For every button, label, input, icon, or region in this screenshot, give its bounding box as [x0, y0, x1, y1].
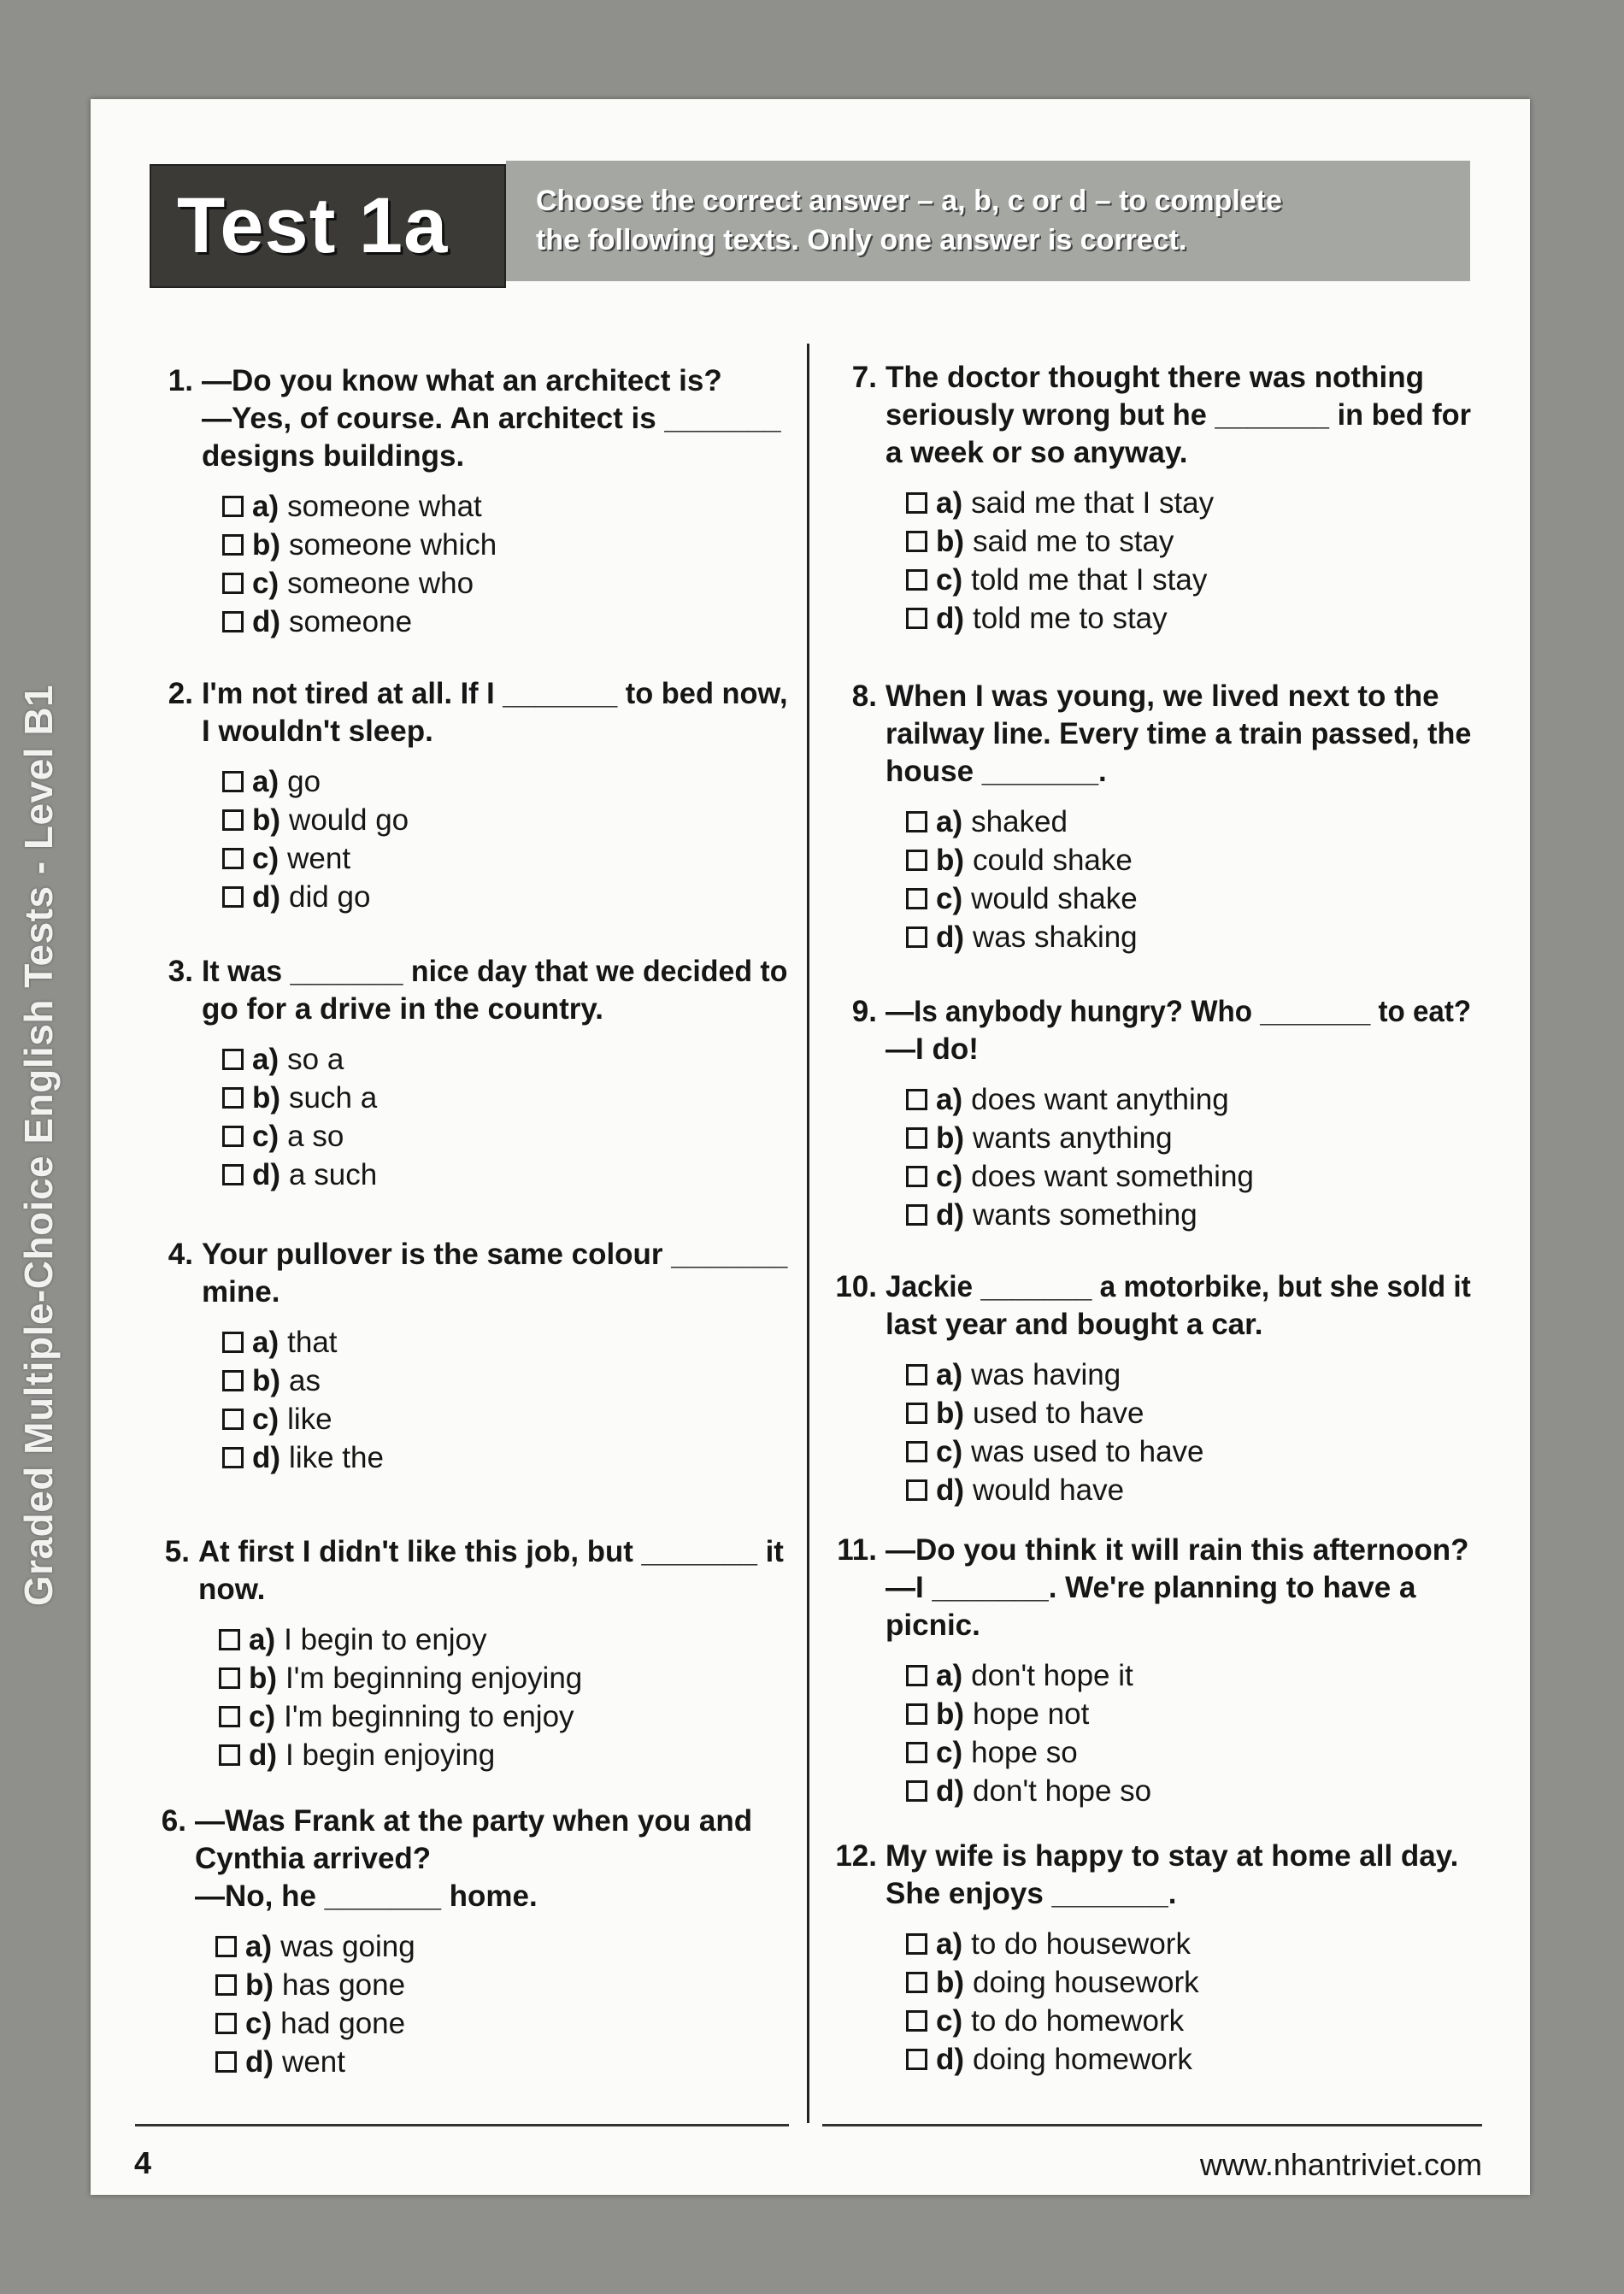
answer-option[interactable]	[906, 1471, 1124, 1509]
answer-option[interactable]	[906, 1356, 1121, 1394]
answer-option[interactable]	[222, 487, 482, 526]
option-text: went	[287, 842, 351, 875]
option-letter: c)	[252, 567, 279, 600]
checkbox-icon[interactable]	[222, 496, 244, 517]
answer-option[interactable]	[222, 1400, 332, 1438]
answer-options	[222, 762, 797, 916]
answer-option[interactable]	[222, 1079, 377, 1117]
option-letter: c)	[252, 1403, 279, 1436]
answer-option[interactable]	[906, 1963, 1199, 2002]
checkbox-icon[interactable]	[906, 1364, 927, 1385]
checkbox-icon[interactable]	[222, 809, 244, 831]
answer-option[interactable]	[215, 2043, 345, 2081]
checkbox-icon[interactable]	[906, 1972, 927, 1993]
option-text: that	[287, 1326, 338, 1359]
question-text: Your pullover is the same colour _______	[202, 1238, 788, 1271]
option-letter: b)	[936, 844, 965, 877]
question-text: —Is anybody hungry? Who _______ to eat?	[886, 995, 1472, 1028]
checkbox-icon[interactable]	[906, 1742, 927, 1763]
answer-option[interactable]	[222, 1438, 384, 1477]
checkbox-icon[interactable]	[906, 2049, 927, 2070]
option-text: doing housework	[973, 1966, 1199, 1999]
question-text: I'm not tired at all. If I _______ to bed now,	[202, 677, 788, 710]
option-letter: c)	[936, 2004, 963, 2038]
answer-option[interactable]	[222, 762, 321, 801]
question-number: 3.	[168, 955, 193, 988]
option-text: hope so	[971, 1736, 1078, 1769]
option-letter: b)	[936, 1966, 965, 1999]
spine-title	[9, 581, 68, 1709]
option-text: someone	[289, 605, 413, 638]
answer-option[interactable]	[222, 1040, 344, 1079]
option-text: wants something	[973, 1198, 1197, 1232]
checkbox-icon[interactable]	[906, 2010, 927, 2032]
checkbox-icon[interactable]	[906, 1703, 927, 1725]
option-text: go	[287, 765, 321, 798]
question-text: I wouldn't sleep.	[202, 715, 433, 748]
option-text: went	[282, 2045, 345, 2079]
checkbox-icon[interactable]	[219, 1668, 240, 1689]
answer-option[interactable]	[222, 839, 350, 878]
checkbox-icon[interactable]	[222, 1447, 244, 1468]
checkbox-icon[interactable]	[222, 1370, 244, 1391]
question-text: My wife is happy to stay at home all day.	[886, 1839, 1459, 1873]
option-text: could shake	[973, 844, 1133, 877]
answer-option[interactable]	[906, 1656, 1133, 1695]
question-7	[851, 359, 1482, 638]
question-number: 8.	[851, 679, 877, 713]
option-letter: c)	[936, 1160, 963, 1193]
option-letter: a)	[936, 1659, 963, 1692]
option-letter: b)	[245, 1968, 274, 2002]
checkbox-icon[interactable]	[906, 1204, 927, 1226]
checkbox-icon[interactable]	[222, 611, 244, 632]
option-letter: a)	[936, 805, 963, 838]
question-text: seriously wrong but he _______ in bed for	[886, 398, 1471, 432]
answer-option[interactable]	[906, 522, 1174, 561]
option-letter: c)	[936, 882, 963, 915]
question-text: designs buildings.	[202, 439, 465, 473]
option-text: shaked	[971, 805, 1068, 838]
option-text: such a	[289, 1081, 378, 1115]
question-text: —I _______. We're planning to have a	[886, 1571, 1416, 1604]
checkbox-icon[interactable]	[906, 926, 927, 948]
option-text: to do homework	[971, 2004, 1185, 2038]
answer-options	[906, 1925, 1458, 2079]
question-11	[837, 1532, 1469, 1810]
answer-option[interactable]	[222, 603, 412, 641]
checkbox-icon[interactable]	[222, 1087, 244, 1109]
checkbox-icon[interactable]	[906, 1665, 927, 1686]
answer-options	[219, 1621, 787, 1774]
question-text: —I do!	[886, 1032, 979, 1066]
checkbox-icon[interactable]	[222, 573, 244, 594]
option-text: so a	[287, 1043, 344, 1076]
answer-option[interactable]	[215, 1927, 415, 1966]
question-9	[851, 993, 1503, 1234]
option-letter: b)	[249, 1662, 278, 1695]
question-number: 4.	[168, 1238, 193, 1271]
option-letter: d)	[936, 1774, 965, 1808]
checkbox-icon[interactable]	[906, 608, 927, 629]
answer-option[interactable]	[906, 2040, 1192, 2079]
question-number: 2.	[168, 677, 193, 710]
option-text: a so	[287, 1120, 344, 1153]
option-letter: d)	[936, 921, 965, 954]
answer-options	[215, 1927, 752, 2081]
question-text: Cynthia arrived?	[195, 1842, 432, 1875]
answer-options	[906, 803, 1486, 956]
column-divider	[807, 344, 809, 2123]
question-6	[161, 1803, 753, 2081]
option-text: someone who	[287, 567, 474, 600]
answer-option[interactable]	[222, 1156, 377, 1194]
option-text: like the	[289, 1441, 384, 1474]
option-text: was shaking	[973, 921, 1138, 954]
answer-options	[906, 1356, 1499, 1509]
question-text: —Was Frank at the party when you and	[195, 1804, 753, 1838]
footer-url: www.nhantriviet.com	[1199, 2147, 1482, 2182]
checkbox-icon[interactable]	[906, 1403, 927, 1424]
checkbox-icon[interactable]	[906, 1166, 927, 1187]
checkbox-icon[interactable]	[215, 1974, 237, 1996]
option-letter: d)	[252, 880, 281, 914]
answer-option[interactable]	[906, 1394, 1144, 1432]
option-text: don't hope so	[973, 1774, 1152, 1808]
answer-option[interactable]	[906, 841, 1133, 879]
answer-option[interactable]	[222, 1362, 321, 1400]
option-letter: a)	[936, 1358, 963, 1391]
answer-option[interactable]	[906, 1119, 1173, 1157]
checkbox-icon[interactable]	[222, 1332, 244, 1353]
option-text: said me to stay	[973, 525, 1174, 558]
question-text: At first I didn't like this job, but _______ it	[198, 1535, 784, 1568]
answer-option[interactable]	[906, 1733, 1078, 1772]
option-letter: d)	[249, 1738, 278, 1772]
answer-option[interactable]	[906, 2002, 1184, 2040]
answer-option[interactable]	[222, 1117, 344, 1156]
option-letter: b)	[936, 525, 965, 558]
question-number: 1.	[168, 364, 193, 397]
option-text: would shake	[971, 882, 1138, 915]
question-number: 11.	[837, 1533, 877, 1567]
question-number: 10.	[835, 1270, 877, 1303]
checkbox-icon[interactable]	[906, 569, 927, 591]
option-text: I'm beginning enjoying	[285, 1662, 583, 1695]
checkbox-icon[interactable]	[219, 1744, 240, 1766]
option-letter: b)	[252, 1081, 281, 1115]
option-letter: d)	[245, 2045, 274, 2079]
answer-option[interactable]	[906, 803, 1068, 841]
option-letter: c)	[252, 842, 279, 875]
question-number: 5.	[164, 1535, 190, 1568]
option-letter: a)	[936, 1927, 963, 1961]
answer-option[interactable]	[222, 526, 497, 564]
question-text: Jackie _______ a motorbike, but she sold it	[886, 1270, 1471, 1303]
option-letter: d)	[252, 605, 281, 638]
option-text: said me that I stay	[971, 486, 1215, 520]
checkbox-icon[interactable]	[222, 771, 244, 792]
option-text: would go	[289, 803, 409, 837]
answer-option[interactable]	[222, 564, 474, 603]
checkbox-icon[interactable]	[222, 534, 244, 556]
option-text: like	[287, 1403, 332, 1436]
option-text: don't hope it	[971, 1659, 1133, 1692]
checkbox-icon[interactable]	[906, 1479, 927, 1501]
option-letter: c)	[252, 1120, 279, 1153]
option-text: does want something	[971, 1160, 1254, 1193]
option-letter: d)	[936, 2043, 965, 2076]
option-letter: c)	[936, 1435, 963, 1468]
instructions-box	[506, 161, 1470, 281]
option-text: as	[289, 1364, 321, 1397]
answer-options	[906, 1656, 1469, 1810]
checkbox-icon[interactable]	[222, 886, 244, 908]
answer-option[interactable]	[219, 1697, 574, 1736]
question-number: 6.	[161, 1804, 186, 1838]
option-letter: b)	[252, 528, 281, 562]
checkbox-icon[interactable]	[222, 1126, 244, 1147]
answer-option[interactable]	[906, 599, 1168, 638]
question-12	[835, 1838, 1459, 2079]
question-number: 12.	[835, 1839, 877, 1873]
option-letter: c)	[936, 1736, 963, 1769]
question-text: She enjoys _______.	[886, 1877, 1177, 1910]
option-letter: d)	[936, 602, 965, 635]
option-text: someone what	[287, 490, 482, 523]
option-letter: b)	[936, 1397, 965, 1430]
checkbox-icon[interactable]	[906, 850, 927, 871]
question-1	[168, 362, 781, 641]
answer-option[interactable]	[215, 1966, 405, 2004]
answer-option[interactable]	[222, 878, 370, 916]
question-5	[164, 1533, 787, 1774]
answer-option[interactable]	[222, 1323, 338, 1362]
test-title-box	[150, 164, 506, 288]
checkbox-icon[interactable]	[222, 1409, 244, 1430]
answer-option[interactable]	[219, 1736, 495, 1774]
option-text: told me that I stay	[971, 563, 1208, 597]
option-letter: a)	[252, 1043, 279, 1076]
question-number: 9.	[851, 995, 877, 1028]
answer-option[interactable]	[906, 1695, 1089, 1733]
option-text: I'm beginning to enjoy	[284, 1700, 574, 1733]
answer-options	[906, 1080, 1503, 1234]
checkbox-icon[interactable]	[222, 1049, 244, 1070]
question-text: house _______.	[886, 755, 1107, 788]
answer-option[interactable]	[219, 1621, 487, 1659]
question-text: last year and bought a car.	[886, 1308, 1263, 1341]
option-text: hope not	[973, 1697, 1090, 1731]
page-number: 4	[134, 2145, 152, 2180]
answer-option[interactable]	[906, 561, 1207, 599]
option-letter: d)	[936, 1473, 965, 1507]
option-letter: d)	[936, 1198, 965, 1232]
option-letter: a)	[252, 1326, 279, 1359]
option-text: I begin enjoying	[285, 1738, 496, 1772]
question-3	[168, 953, 807, 1194]
option-letter: c)	[249, 1700, 276, 1733]
question-4	[168, 1236, 788, 1477]
spine-title-text: Graded Multiple-Choice English Tests - Level B1	[16, 684, 61, 1607]
test-title: Test 1a	[177, 182, 449, 269]
option-letter: a)	[936, 1083, 963, 1116]
answer-option[interactable]	[906, 1157, 1254, 1196]
answer-options	[906, 484, 1482, 638]
question-text: picnic.	[886, 1609, 980, 1642]
option-text: someone which	[289, 528, 497, 562]
option-text: was having	[971, 1358, 1121, 1391]
answer-option[interactable]	[906, 484, 1214, 522]
option-text: used to have	[973, 1397, 1144, 1430]
instructions-line: Choose the correct answer – a, b, c or d – to complete	[536, 185, 1282, 217]
option-letter: b)	[936, 1121, 965, 1155]
question-text: now.	[198, 1573, 266, 1606]
checkbox-icon[interactable]	[215, 1936, 237, 1957]
checkbox-icon[interactable]	[906, 1127, 927, 1149]
option-text: told me to stay	[973, 602, 1168, 635]
question-text: —Yes, of course. An architect is _______	[202, 402, 781, 435]
checkbox-icon[interactable]	[219, 1629, 240, 1650]
option-letter: d)	[252, 1158, 281, 1191]
instructions-line: the following texts. Only one answer is correct.	[536, 224, 1187, 256]
option-letter: a)	[249, 1623, 276, 1656]
answer-option[interactable]	[219, 1659, 582, 1697]
question-text: —No, he _______ home.	[195, 1879, 538, 1913]
question-8	[851, 678, 1486, 956]
answer-option[interactable]	[906, 1925, 1191, 1963]
answer-option[interactable]	[906, 1772, 1151, 1810]
option-text: doing homework	[973, 2043, 1192, 2076]
question-text: go for a drive in the country.	[202, 992, 603, 1026]
checkbox-icon[interactable]	[906, 1441, 927, 1462]
option-text: to do housework	[971, 1927, 1191, 1961]
checkbox-icon[interactable]	[215, 2013, 237, 2034]
option-letter: a)	[245, 1930, 273, 1963]
question-number: 7.	[851, 361, 877, 394]
option-text: does want anything	[971, 1083, 1229, 1116]
answer-option[interactable]	[906, 879, 1138, 918]
answer-options	[222, 487, 781, 641]
checkbox-icon[interactable]	[222, 1164, 244, 1185]
answer-option[interactable]	[222, 801, 409, 839]
footer-rule-left	[135, 2124, 789, 2126]
checkbox-icon[interactable]	[906, 531, 927, 552]
answer-option[interactable]	[906, 1432, 1204, 1471]
question-10	[835, 1268, 1499, 1509]
option-letter: d)	[252, 1441, 281, 1474]
option-text: was used to have	[971, 1435, 1204, 1468]
question-text: It was _______ nice day that we decided to	[202, 955, 788, 988]
option-letter: c)	[245, 2007, 273, 2040]
question-text: a week or so anyway.	[886, 436, 1188, 469]
option-text: wants anything	[973, 1121, 1173, 1155]
answer-options	[222, 1040, 807, 1194]
footer-rule-right	[822, 2124, 1482, 2126]
checkbox-icon[interactable]	[219, 1706, 240, 1727]
question-text: —Do you know what an architect is?	[202, 364, 722, 397]
checkbox-icon[interactable]	[906, 1780, 927, 1802]
checkbox-icon[interactable]	[906, 811, 927, 832]
checkbox-icon[interactable]	[906, 1089, 927, 1110]
checkbox-icon[interactable]	[222, 848, 244, 869]
option-letter: a)	[252, 765, 279, 798]
checkbox-icon[interactable]	[906, 1933, 927, 1955]
answer-option[interactable]	[906, 1196, 1197, 1234]
option-text: would have	[973, 1473, 1125, 1507]
answer-option[interactable]	[906, 918, 1138, 956]
option-letter: b)	[252, 1364, 281, 1397]
option-text: has gone	[282, 1968, 406, 2002]
option-text: had gone	[280, 2007, 406, 2040]
answer-option[interactable]	[906, 1080, 1229, 1119]
checkbox-icon[interactable]	[906, 492, 927, 514]
option-letter: b)	[936, 1697, 965, 1731]
checkbox-icon[interactable]	[906, 888, 927, 909]
question-text: railway line. Every time a train passed, the	[886, 717, 1472, 750]
option-letter: b)	[252, 803, 281, 837]
option-letter: a)	[936, 486, 963, 520]
question-text: mine.	[202, 1275, 280, 1309]
question-text: The doctor thought there was nothing	[886, 361, 1424, 394]
option-text: did go	[289, 880, 371, 914]
question-2	[168, 675, 797, 916]
option-text: a such	[289, 1158, 378, 1191]
answer-options	[222, 1323, 788, 1477]
option-letter: a)	[252, 490, 279, 523]
option-text: was going	[280, 1930, 415, 1963]
option-text: I begin to enjoy	[284, 1623, 487, 1656]
answer-option[interactable]	[215, 2004, 405, 2043]
checkbox-icon[interactable]	[215, 2051, 237, 2073]
question-text: —Do you think it will rain this afternoon?	[886, 1533, 1469, 1567]
question-text: When I was young, we lived next to the	[886, 679, 1439, 713]
option-letter: c)	[936, 563, 963, 597]
